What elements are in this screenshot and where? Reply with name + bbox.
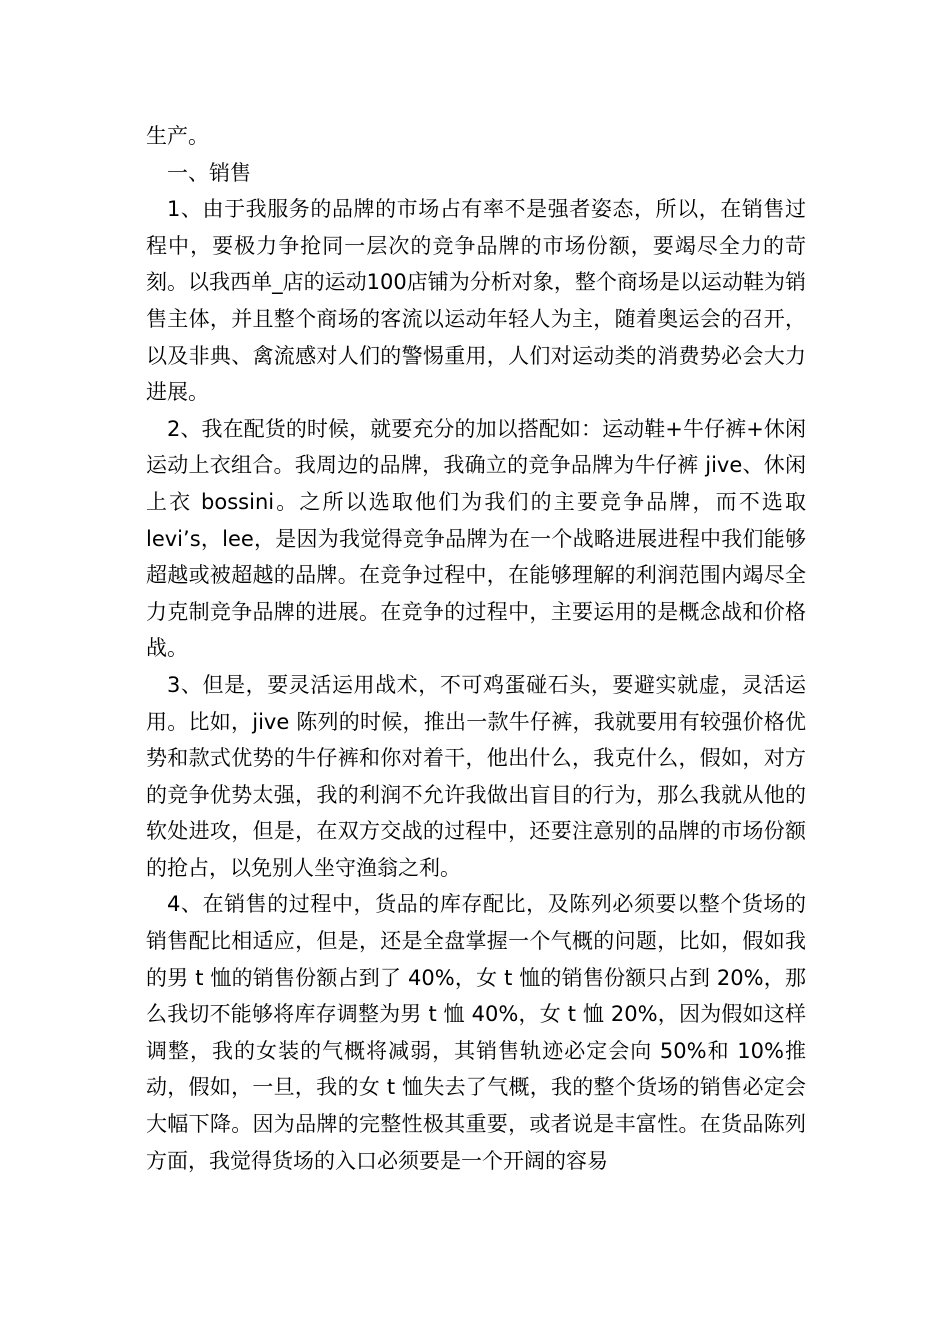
section-heading-sales: 一、销售 — [167, 160, 251, 185]
paragraph-item-3: 3、但是，要灵活运用战术，不可鸡蛋碰石头，要避实就虚，灵活运用。比如，jive 陈列的时候，推出一款牛仔裤，我就要用有较强价格优势和款式优势的牛仔裤和你对着干，他出什么，我克什么，假如，对方的竞争优势太强，我的利润不允许我做出盲目的行为，那么我就从他的软处进攻，但是，在双方交战的过程中，还要注意别的品牌的市场份额的抢占，以免别人坐守渔翁之利。 — [146, 672, 806, 880]
paragraph-item-1: 1、由于我服务的品牌的市场占有率不是强者姿态，所以，在销售过程中，要极力争抢同一层次的竞争品牌的市场份额，要竭尽全力的苛刻。以我西单_店的运动100店铺为分析对象，整个商场是以运动鞋为销售主体，并且整个商场的客流以运动年轻人为主，随着奥运会的召开，以及非典、禽流感对人们的警惕重用，人们对运动类的消费势必会大力进展。 — [146, 197, 806, 405]
paragraph-item-4: 4、在销售的过程中，货品的库存配比，及陈列必须要以整个货场的销售配比相适应，但是，还是全盘掌握一个气概的问题，比如，假如我的男 t 恤的销售份额占到了 40%，女 t 恤的销售份额只占到 20%，那么我切不能够将库存调整为男 t 恤 40%，女 t 恤 20%，因为假如这样调整，我的女装的气概将减弱，其销售轨迹必定会向 50%和 10%推动，假如，一旦，我的女 t 恤失去了气概，我的整个货场的销售必定会大幅下降。因为品牌的完整性极其重要，或者说是丰富性。在货品陈列方面，我觉得货场的入口必须要是一个开阔的容易 — [146, 892, 806, 1173]
paragraph-continuation: 生产。 — [146, 124, 209, 148]
paragraph-item-2: 2、我在配货的时候，就要充分的加以搭配如：运动鞋+牛仔裤+休闲运动上衣组合。我周边的品牌，我确立的竞争品牌为牛仔裤 jive、休闲上衣 bossini。之所以选取他们为我们的主要竞争品牌，而不选取 levi’s，lee，是因为我觉得竞争品牌为在一个战略进展进程中我们能够超越或被超越的品牌。在竞争过程中，在能够理解的利润范围内竭尽全力克制竞争品牌的进展。在竞争的过程中，主要运用的是概念战和价格战。 — [146, 416, 806, 661]
document-body — [146, 118, 806, 1179]
